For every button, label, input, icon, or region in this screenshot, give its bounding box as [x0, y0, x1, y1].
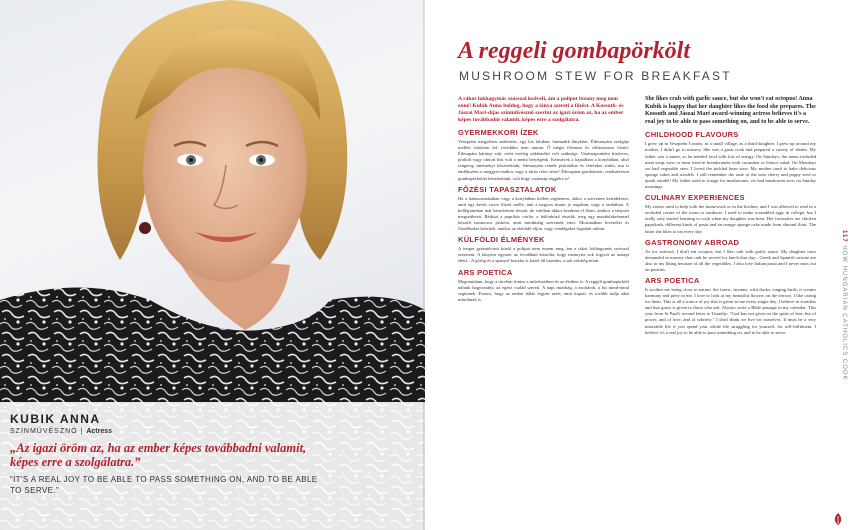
body-paragraph: It soothes me being close to nature, the forest, streams, wild ducks, singing birds, it creates harmony and piety in me. I love to look at my beautiful flowers on the terrace, I like caring for them. This is all a source of joy that is given to me every single day. I believe in wonders and that grace is given to those who ask. Always write a Bible passage in my calendar. This year from St Paul's second letter to Timothy: "God has not given us the spirit of fear; but of power, and of love, and of sobriety." I don't think we live for ourselves. It must be a very miserable life if you spend your whole life struggling for yourself, for self-fulfilment. I believe it's a real joy to be able to pass something on, and to be able to serve.: [645, 286, 816, 335]
lead-paragraph-en: She likes crab with garlic sauce, but she won't eat octopus! Anna Kubik is happy that her daughter likes the food she prepares. The Kossuth and Jászai Mari award-winning actress believes it's a real joy to be able to pass something on, and to be able to serve.: [645, 96, 816, 125]
body-paragraph: Veszprém megyében születtem, egy kis faluban, harmadik lányként. Édesanyám szolgája mellett sütöttem fel, rövidülni nem tártam. Ő mégis főzemas és válterasznas főzött. Édesapám bárányt sütt, ezért esetleg zökkenéké volt szüksége. Vasárnaponként húsleves, pörkölt vagy rántott hús volt a menü hétvégénk. Kézmívek a hajnalban a konyhában, ahol rengeteg süteményt készítettünk, édesanyám remek piskótákat és réteseket sütött, ma is emlékszem a meggyes-mákos vagy a túrós rétes ízére! Édesapám gombászott, rendszeresen gombapörköltet készítettünk, volt hogy vasárnap reggelre is!: [458, 139, 629, 181]
body-paragraph: Ha a háziasszonkában vagy a konyhában kellett segítenem, akkor a szövetem kertidelésre, amit egy kevés rizsre főzött mellé, ami a nagyon finom jó zugában, vagy a szobában. A kollégiumban már készítettem tésztát, de valóban akkor kezdtem el főzni, amikor a lányom megszületett. Rádiszt a paprikás csirke, a különböző tészták, meg egy mandulakrémmel készült narancsos piskóta, amit mindmáig szeretnek enni. Mostanában leveseket és főzelékeket készítek, amikor az ebédidő eljön, vagy vendégeket fogadok otthon.: [458, 195, 629, 232]
article-title-hungarian: A reggeli gombapörkölt: [458, 38, 691, 64]
hungarian-column: [458, 96, 629, 306]
body-paragraph: I grew up in Veszprém County, in a small village, as a third daughter. I grew up around my mother, I didn't go to nursery. She was a great cook and prepared a variety of dishes. My father was a miner, so he needed food with lots of energy. On Sundays, the menu included meat soup, stew or meat fried in breadcrumbs with cucumber or lettuce salad. On Mondays we had vegetable stew. I loved the pickled bean stew. My mother used to bake delicious sponge cakes and strudels. I still remember the taste of the sour cherry and poppy seed or quark strudel! My father used to forage for mushrooms, we had mushroom stew on Sunday mornings.: [645, 141, 816, 190]
section-heading: CULINARY EXPERIENCES: [645, 193, 745, 203]
lead-paragraph-hu: A rákot fokhagymás szósszal kedveli, ám a polipot bizony meg nem enné! Kubik Anna boldog, hogy a lánya szereti a főzést. A Kossuth- és Jászai Mari-díjas színművésznő szerint az igazi öröm az, ha az ember képes továbbadni valamit, képes erre a szolgálatra.: [458, 96, 624, 123]
section-heading: ARS POETICA: [458, 267, 513, 277]
running-footer: [841, 230, 847, 530]
role-en: Actress: [86, 428, 113, 435]
quote-english: “IT'S A REAL JOY TO BE ABLE TO PASS SOMETHING ON, AND TO BE ABLE TO SERVE.”: [10, 475, 318, 495]
section-heading: FŐZÉSI TAPASZTALATOK: [458, 184, 557, 194]
section-heading: GASTRONOMY ABROAD: [645, 237, 740, 247]
section-heading: KÜLFÖLDI ÉLMÉNYEK: [458, 235, 545, 245]
article-page: [425, 0, 850, 530]
section-heading: GYERMEKKORI ÍZEK: [458, 128, 539, 137]
photo-caption: [0, 402, 425, 530]
section-heading: ARS POETICA: [645, 275, 700, 285]
page-number: 117: [841, 230, 847, 243]
ornament-icon: [832, 512, 844, 526]
article-title-english: MUSHROOM STEW FOR BREAKFAST: [459, 69, 732, 83]
body-paragraph: A tenger gyümölcseit közül a polipot nem eszem meg, ám a rákot fokhagymás szósszal szeretem. A lányom egyszer az óvodában kóstolta, hogy mennyire sok fogyott az aznapi ebéd... A görög és a spanyol konyha is közel áll hozzám, a sok zöldség miatt.: [458, 246, 629, 264]
person-role: SZÍNMŰVÉSZNŐ | Actress: [10, 428, 113, 435]
body-paragraph: Megtanultam, hogy a türelem fontos a művészetben és az életben is. A reggeli gombapörkölt nálunk hagyomány, az egész család szereti. A napi imádság, a zsoltárok, a hit mind-mind segítenek. Fontos, hogy az ember hálás legyen azért, amit kapott, és tovább tudja adni másoknak is.: [458, 278, 629, 302]
body-paragraph: My sisters used to help with the housework or in the kitchen, and I was allowed to read in a secluded corner of the room or outdoors. I used to make scrambled eggs in college, but I really only started learning to cook when my daughter was born. Her favourites are chicken paprikash, different kinds of pasta and an orange sponge cake made from almond flour. The latter she likes to eat every day.: [645, 204, 816, 234]
book-title: HOW HUNGARIAN CATHOLICS COOK: [841, 245, 847, 381]
role-hu: SZÍNMŰVÉSZNŐ: [10, 428, 78, 435]
person-name: KUBIK ANNA: [10, 412, 101, 426]
english-column: [645, 96, 816, 339]
quote-hungarian: „Az igazi öröm az, ha az ember képes továbbadni valamit, képes erre a szolgálatra.”: [10, 441, 307, 469]
section-heading: CHILDHOOD FLAVOURS: [645, 130, 739, 140]
body-paragraph: As for seafood, I don't eat octopus, but I like crab with garlic sauce. My daughter once demanded in nursery that crab be served for lunch that day... Greek and Spanish cuisine are also to my liking because of all the vegetables. I also love Italian pasta and I never miss out on pastries.: [645, 248, 816, 272]
